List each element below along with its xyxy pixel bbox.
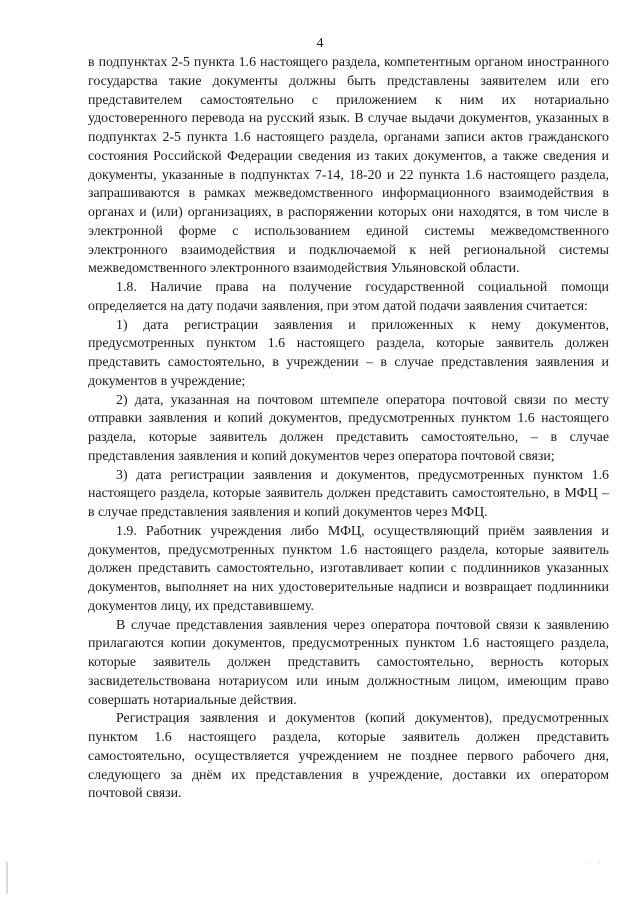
paragraph-postal: В случае представления заявления через оператора почтовой связи к заявлению прилагаются копии документов, предусмотренных пунктом 1.6 настоящего раздела, которые заявитель должен представить самостоятельно, верность которых засвидетельствована нотариусом или иным должностным лицом, имеющим право совершать нотариальные действия. [88, 617, 609, 708]
page-number: 4 [316, 36, 324, 51]
scan-edge-mark [6, 862, 8, 894]
list-item-3: 3) дата регистрации заявления и документов, предусмотренных пунктом 1.6 настоящего раздела, которые заявитель должен представить самостоятельно, в МФЦ – в случае представления заявления и копий документов через МФЦ. [88, 467, 609, 520]
paragraph-registration: Регистрация заявления и документов (копий документов), предусмотренных пунктом 1.6 настоящего раздела, которые заявитель должен представить самостоятельно, осуществляется учреждением не позднее первого рабочего дня, следующего за днём их представления в учреждение, доставки их оператором почтовой связи. [88, 711, 609, 802]
document-body [88, 54, 609, 804]
paragraph-1-8: 1.8. Наличие права на получение государственной социальной помощи определяется на дату подачи заявления, при этом датой подачи заявления считается: [88, 280, 609, 314]
list-item-2: 2) дата, указанная на почтовом штемпеле оператора почтовой связи по месту отправки заявления и копий документов, предусмотренных пунктом 1.6 настоящего раздела, которые заявитель должен представить самостоятельно, – в случае представления заявления и копий документов через оператора почтовой связи; [88, 392, 609, 464]
paragraph-1-9: 1.9. Работник учреждения либо МФЦ, осуществляющий приём заявления и документов, предусмотренных пунктом 1.6 настоящего раздела, которые заявитель должен представить самостоятельно, изготавливает копии с подлинников указанных документов, выполняет на них удостоверительные надписи и возвращает подлинники документов лицу, их представившему. [88, 523, 609, 614]
paragraph-continuation: в подпунктах 2-5 пункта 1.6 настоящего раздела, компетентным органом иностранного государства такие документы должны быть представлены заявителем или его представителем самостоятельно с приложением к ним их нотариально удостоверенного перевода на русский язык. В случае выдачи документов, указанных в подпунктах 2-5 пункта 1.6 настоящего раздела, органами записи актов гражданского состояния Российской Федерации сведения из таких документов, а также сведения и документы, указанные в подпунктах 7-14, 18-20 и 22 пункта 1.6 настоящего раздела, запрашиваются в рамках межведомственного информационного взаимодействия в органах и (или) организациях, в распоряжении которых они находятся, в том числе в электронной форме с использованием единой системы межведомственного электронного взаимодействия и подключаемой к ней региональной системы межведомственного электронного взаимодействия Ульяновской области. [88, 55, 609, 277]
list-item-1: 1) дата регистрации заявления и приложенных к нему документов, предусмотренных пунктом 1.6 настоящего раздела, которые заявитель должен представить самостоятельно, в учреждении – в случае представления заявления и документов в учреждение; [88, 317, 609, 389]
scan-artifact: · · [588, 858, 603, 868]
